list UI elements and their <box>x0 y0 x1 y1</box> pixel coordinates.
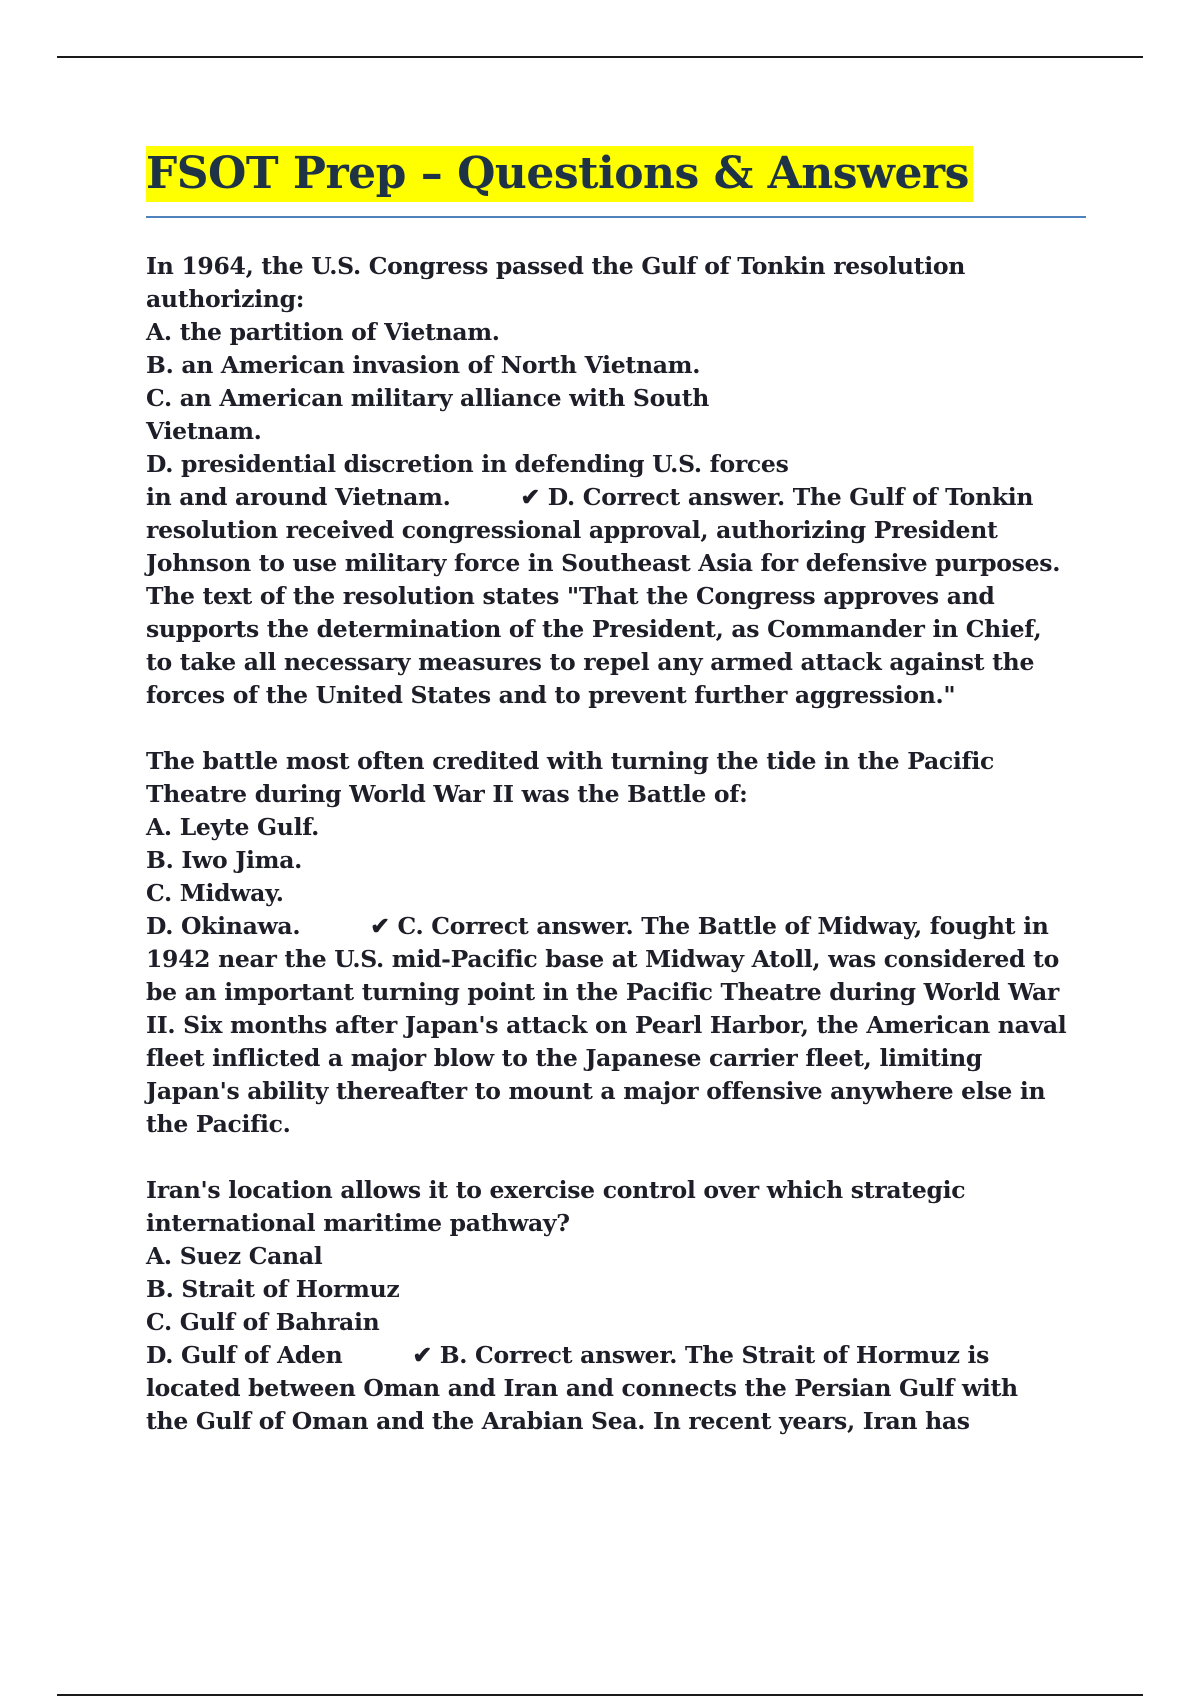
title-block <box>146 140 1086 218</box>
answer-lead-line <box>146 481 1086 514</box>
option-line: B. an American invasion of North Vietnam. <box>146 351 701 379</box>
checkmark-icon: ✔ <box>412 1341 432 1369</box>
option-line: A. Leyte Gulf. <box>146 813 320 841</box>
option-line: A. Suez Canal <box>146 1242 323 1270</box>
last-option: in and around Vietnam. <box>146 483 451 511</box>
qa-item <box>146 1174 1086 1438</box>
answer-line: supports the determination of the President, as Commander in Chief, <box>146 615 1042 643</box>
answer-line: the Gulf of Oman and the Arabian Sea. In recent years, Iran has <box>146 1407 970 1435</box>
option-line: D. presidential discretion in defending U.S. forces <box>146 450 789 478</box>
question-line: authorizing: <box>146 285 305 313</box>
answer-lead-line <box>146 910 1086 943</box>
option-line: C. an American military alliance with South <box>146 384 710 412</box>
answer-line: forces of the United States and to prevent further aggression." <box>146 681 956 709</box>
answer-text: C. Correct answer. The Battle of Midway, fought in <box>397 912 1049 940</box>
qa-item <box>146 745 1086 1141</box>
option-line: Vietnam. <box>146 417 262 445</box>
checkmark-icon: ✔ <box>520 483 540 511</box>
question-line: international maritime pathway? <box>146 1209 570 1237</box>
option-line: C. Midway. <box>146 879 284 907</box>
checkmark-icon: ✔ <box>370 912 390 940</box>
option-line: A. the partition of Vietnam. <box>146 318 500 346</box>
option-line: B. Strait of Hormuz <box>146 1275 400 1303</box>
answer-line: fleet inflicted a major blow to the Japanese carrier fleet, limiting <box>146 1044 982 1072</box>
option-line: B. Iwo Jima. <box>146 846 303 874</box>
answer-line: be an important turning point in the Pacific Theatre during World War <box>146 978 1060 1006</box>
answer-text: D. Correct answer. The Gulf of Tonkin <box>547 483 1034 511</box>
page-content <box>146 140 1086 1471</box>
last-option: D. Okinawa. <box>146 912 301 940</box>
answer-line: The text of the resolution states "That the Congress approves and <box>146 582 995 610</box>
question-line: In 1964, the U.S. Congress passed the Gulf of Tonkin resolution <box>146 252 965 280</box>
option-line: C. Gulf of Bahrain <box>146 1308 380 1336</box>
footer-rule <box>57 1694 1143 1696</box>
question-line: The battle most often credited with turning the tide in the Pacific <box>146 747 994 775</box>
question-line: Iran's location allows it to exercise control over which strategic <box>146 1176 966 1204</box>
page-title: FSOT Prep – Questions & Answers <box>146 146 973 202</box>
question-line: Theatre during World War II was the Battle of: <box>146 780 748 808</box>
answer-line: the Pacific. <box>146 1110 291 1138</box>
qa-list <box>146 250 1086 1438</box>
answer-line: located between Oman and Iran and connects the Persian Gulf with <box>146 1374 1018 1402</box>
last-option: D. Gulf of Aden <box>146 1341 343 1369</box>
answer-line: II. Six months after Japan's attack on Pearl Harbor, the American naval <box>146 1011 1067 1039</box>
answer-lead-line <box>146 1339 1086 1372</box>
answer-line: Johnson to use military force in Southeast Asia for defensive purposes. <box>146 549 1061 577</box>
answer-line: resolution received congressional approval, authorizing President <box>146 516 998 544</box>
answer-line: Japan's ability thereafter to mount a major offensive anywhere else in <box>146 1077 1046 1105</box>
header-rule <box>57 56 1143 58</box>
answer-text: B. Correct answer. The Strait of Hormuz is <box>439 1341 990 1369</box>
qa-item <box>146 250 1086 712</box>
answer-line: to take all necessary measures to repel any armed attack against the <box>146 648 1035 676</box>
answer-line: 1942 near the U.S. mid-Pacific base at Midway Atoll, was considered to <box>146 945 1059 973</box>
